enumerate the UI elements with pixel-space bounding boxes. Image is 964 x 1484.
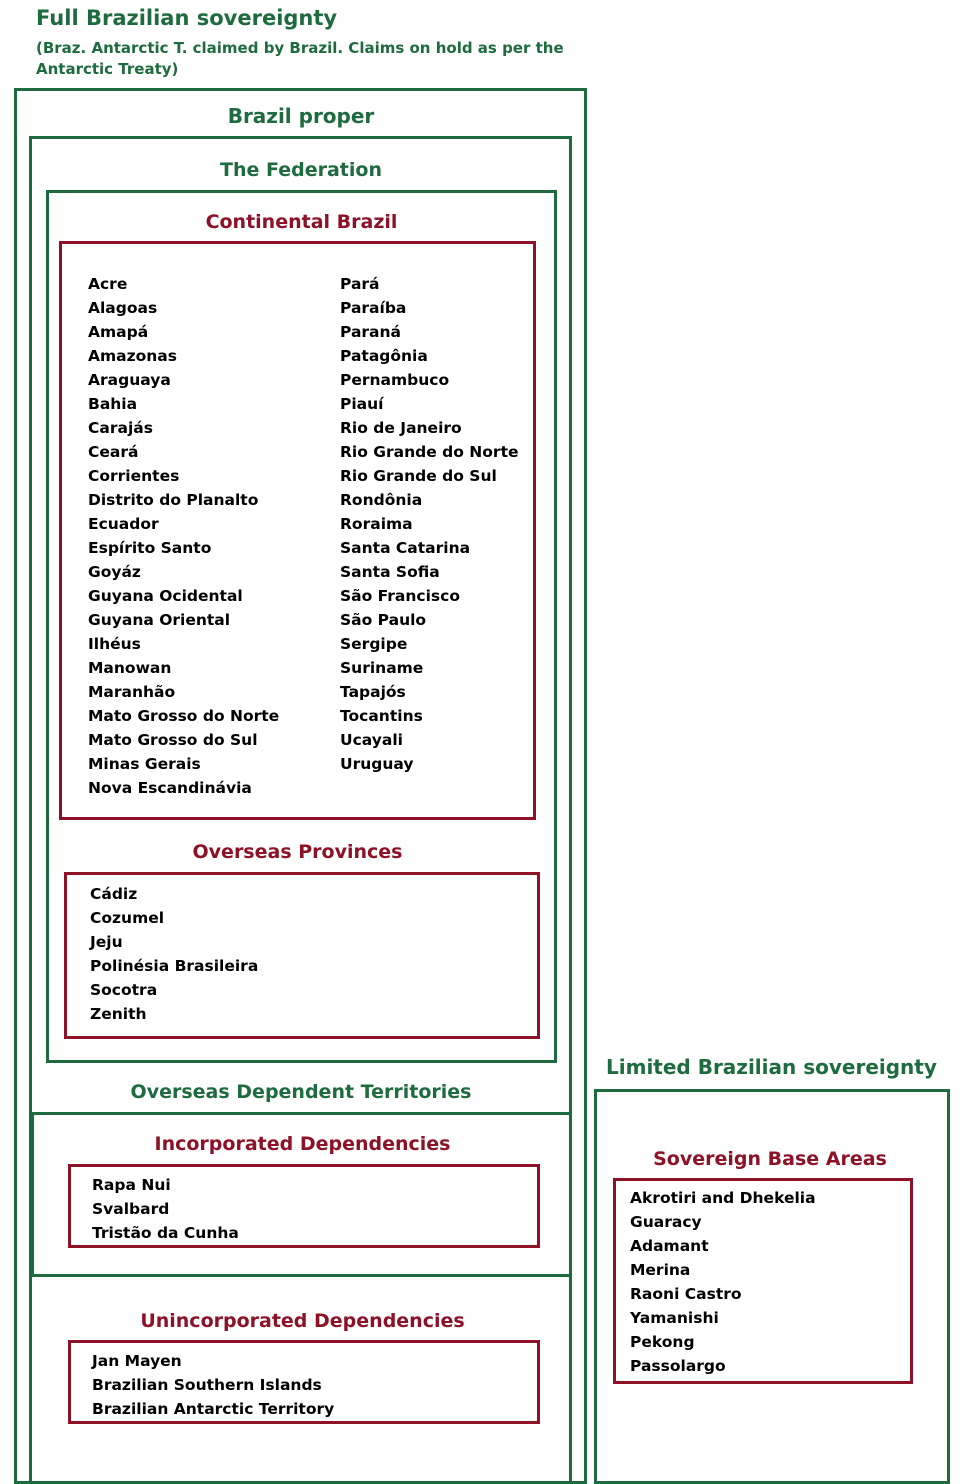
list-item: Patagônia [340,347,428,365]
list-item: Paraná [340,323,402,341]
list-item: Socotra [90,981,158,999]
list-item: Araguaya [88,371,171,389]
list-item: Pekong [630,1333,695,1351]
list-item: Guaracy [630,1213,702,1231]
list-item: Yamanishi [630,1309,719,1327]
list-item: Ecuador [88,515,159,533]
list-item: Merina [630,1261,691,1279]
incorporated-dependencies-list [92,1173,239,1245]
list-item: Tapajós [340,683,406,701]
unincorporated-dependencies-list [92,1349,334,1421]
continental-brazil-column-2 [340,272,519,776]
list-item: Suriname [340,659,424,677]
list-item: São Paulo [340,611,427,629]
list-item: Sergipe [340,635,408,653]
sovereign-base-areas-list [630,1186,816,1378]
list-item: Pernambuco [340,371,450,389]
overseas-dependent-territories-title: Overseas Dependent Territories [130,1081,472,1103]
list-item: Mato Grosso do Sul [88,731,258,749]
list-item: Santa Sofia [340,563,440,581]
list-item: Rio Grande do Norte [340,443,519,461]
list-item: Bahia [88,395,138,413]
list-item: Mato Grosso do Norte [88,707,280,725]
sovereign-base-areas-title: Sovereign Base Areas [653,1148,887,1170]
list-item: Ucayali [340,731,403,749]
incorporated-dependencies-title: Incorporated Dependencies [154,1133,451,1155]
list-item: Minas Gerais [88,755,201,773]
list-item: Goyáz [88,563,141,581]
list-item: Guyana Ocidental [88,587,243,605]
list-item: Pará [340,275,380,293]
list-item: Santa Catarina [340,539,471,557]
list-item: Raoni Castro [630,1285,742,1303]
overseas-provinces-list [90,882,258,1026]
list-item: Svalbard [92,1200,170,1218]
brazil-proper-title: Brazil proper [227,104,375,128]
list-item: Alagoas [88,299,158,317]
overseas-provinces-title: Overseas Provinces [192,841,403,863]
list-item: Polinésia Brasileira [90,957,259,975]
full-sovereignty-heading: Full Brazilian sovereignty [36,6,338,30]
list-item: Uruguay [340,755,414,773]
list-item: Carajás [88,419,153,437]
list-item: Rio de Janeiro [340,419,462,437]
list-item: Jan Mayen [92,1352,182,1370]
list-item: Espírito Santo [88,539,212,557]
list-item: Paraíba [340,299,407,317]
list-item: Zenith [90,1005,147,1023]
list-item: Tristão da Cunha [92,1224,239,1242]
list-item: Rondônia [340,491,423,509]
federation-title: The Federation [220,159,382,181]
list-item: Brazilian Southern Islands [92,1376,322,1394]
list-item: Maranhão [88,683,176,701]
list-item: Jeju [90,933,123,951]
list-item: Brazilian Antarctic Territory [92,1400,335,1418]
list-item: Roraima [340,515,413,533]
full-sovereignty-subtitle: (Braz. Antarctic T. claimed by Brazil. Claims on hold as per the Antarctic Treaty) [36,39,564,78]
limited-sovereignty-heading: Limited Brazilian sovereignty [606,1055,937,1079]
list-item: Amapá [88,323,149,341]
continental-brazil-column-1 [88,272,279,800]
list-item: São Francisco [340,587,460,605]
list-item: Adamant [630,1237,709,1255]
list-item: Acre [88,275,128,293]
list-item: Ceará [88,443,139,461]
list-item: Manowan [88,659,172,677]
list-item: Rapa Nui [92,1176,171,1194]
list-item: Nova Escandinávia [88,779,252,797]
list-item: Distrito do Planalto [88,491,259,509]
list-item: Guyana Oriental [88,611,231,629]
list-item: Ilhéus [88,635,141,653]
list-item: Akrotiri and Dhekelia [630,1189,816,1207]
list-item: Amazonas [88,347,177,365]
list-item: Passolargo [630,1357,726,1375]
list-item: Rio Grande do Sul [340,467,497,485]
unincorporated-dependencies-title: Unincorporated Dependencies [140,1310,465,1332]
list-item: Piauí [340,395,384,413]
list-item: Cozumel [90,909,165,927]
list-item: Cádiz [90,885,138,903]
list-item: Corrientes [88,467,180,485]
list-item: Tocantins [340,707,423,725]
continental-brazil-title: Continental Brazil [205,211,398,233]
